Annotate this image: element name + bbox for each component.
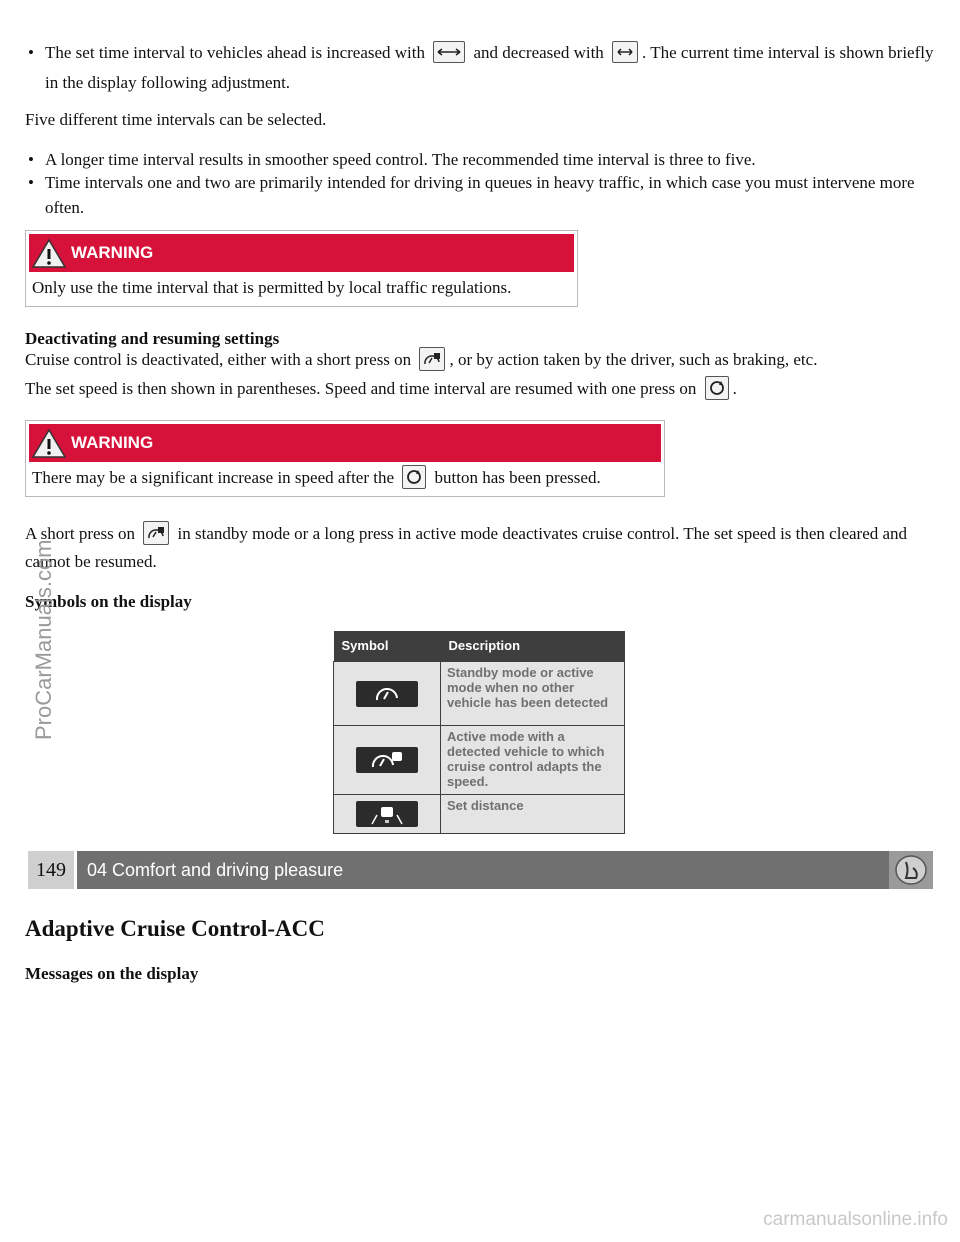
bullet-text: The set time interval to vehicles ahead is increased with <box>45 43 426 62</box>
paragraph-text: A short press on <box>25 524 136 543</box>
bullet-text: . The current time interval is shown briefly in the display following adjustment. <box>45 43 934 92</box>
table-row <box>334 794 625 833</box>
intervals-paragraph: Five different time intervals can be selected. <box>25 110 327 129</box>
column-header-symbol: Symbol <box>334 631 441 662</box>
table-row <box>334 726 625 795</box>
symbol-cell <box>334 662 441 726</box>
symbol-cell <box>334 794 441 833</box>
resume-button-icon <box>402 465 426 489</box>
symbols-heading: Symbols on the display <box>25 592 192 611</box>
warning-triangle-icon <box>31 237 67 269</box>
chapter-title: 04 Comfort and driving pleasure <box>77 851 889 889</box>
table-row <box>334 662 625 726</box>
cancel-button-icon <box>143 521 169 545</box>
warning-title: WARNING <box>71 242 154 262</box>
active-vehicle-icon <box>356 747 418 773</box>
warning-text-part: There may be a significant increase in speed after the <box>32 468 395 487</box>
warning-header <box>29 424 661 462</box>
bullet-longer-interval: • A longer time interval results in smoother speed control. The recommended time interval is three to five. <box>25 148 935 173</box>
paragraph-text: . <box>732 379 737 398</box>
driver-seat-icon <box>889 851 933 889</box>
warning-triangle-icon <box>31 427 67 459</box>
warning-text-part: button has been pressed. <box>434 468 601 487</box>
standby-speedometer-icon <box>356 681 418 707</box>
paragraph-text: , or by action taken by the driver, such as braking, etc. <box>449 350 818 369</box>
messages-heading: Messages on the display <box>25 964 199 983</box>
symbol-cell <box>334 726 441 795</box>
warning-box-traffic <box>25 230 578 307</box>
description-cell: Active mode with a detected vehicle to which cruise control adapts the speed. <box>441 726 625 795</box>
corner-watermark: carmanualsonline.info <box>763 1209 948 1231</box>
paragraph-text: in standby mode or a long press in active mode deactivates cruise control. The set speed is then cleared and cannot be resumed. <box>25 524 908 571</box>
resume-paragraph <box>25 375 925 403</box>
bullet-short-intervals: • Time intervals one and two are primarily intended for driving in queues in heavy traffic, in which case you must intervene more often. <box>25 171 935 220</box>
warning-header <box>29 234 574 272</box>
page-number: 149 <box>28 851 74 889</box>
bullet-text: and decreased with <box>473 43 604 62</box>
page-footer <box>28 851 933 889</box>
increase-interval-icon <box>433 41 465 63</box>
cancel-button-icon <box>419 347 445 371</box>
paragraph-text: The set speed is then shown in parentheses. Speed and time interval are resumed with one press on <box>25 379 697 398</box>
description-cell: Set distance <box>441 794 625 833</box>
deactivation-paragraph <box>25 347 925 373</box>
paragraph-text: Cruise control is deactivated, either with a short press on <box>25 350 412 369</box>
column-header-description: Description <box>441 631 625 662</box>
standby-paragraph <box>25 520 925 576</box>
warning-title: WARNING <box>71 432 154 452</box>
deactivating-heading: Deactivating and resuming settings <box>25 329 280 348</box>
warning-text: Only use the time interval that is permitted by local traffic regulations. <box>32 278 512 297</box>
warning-text <box>29 462 661 493</box>
bullet-increase-decrease <box>25 38 935 98</box>
resume-button-icon <box>705 376 729 400</box>
set-distance-icon <box>356 801 418 827</box>
description-cell: Standby mode or active mode when no other vehicle has been detected <box>441 662 625 726</box>
side-watermark: ProCarManuals.com <box>31 539 56 740</box>
symbols-table <box>333 631 625 834</box>
table-header-row <box>334 631 625 662</box>
decrease-interval-icon <box>612 41 638 63</box>
warning-box-speed <box>25 420 665 497</box>
section-title: Adaptive Cruise Control-ACC <box>25 916 325 941</box>
